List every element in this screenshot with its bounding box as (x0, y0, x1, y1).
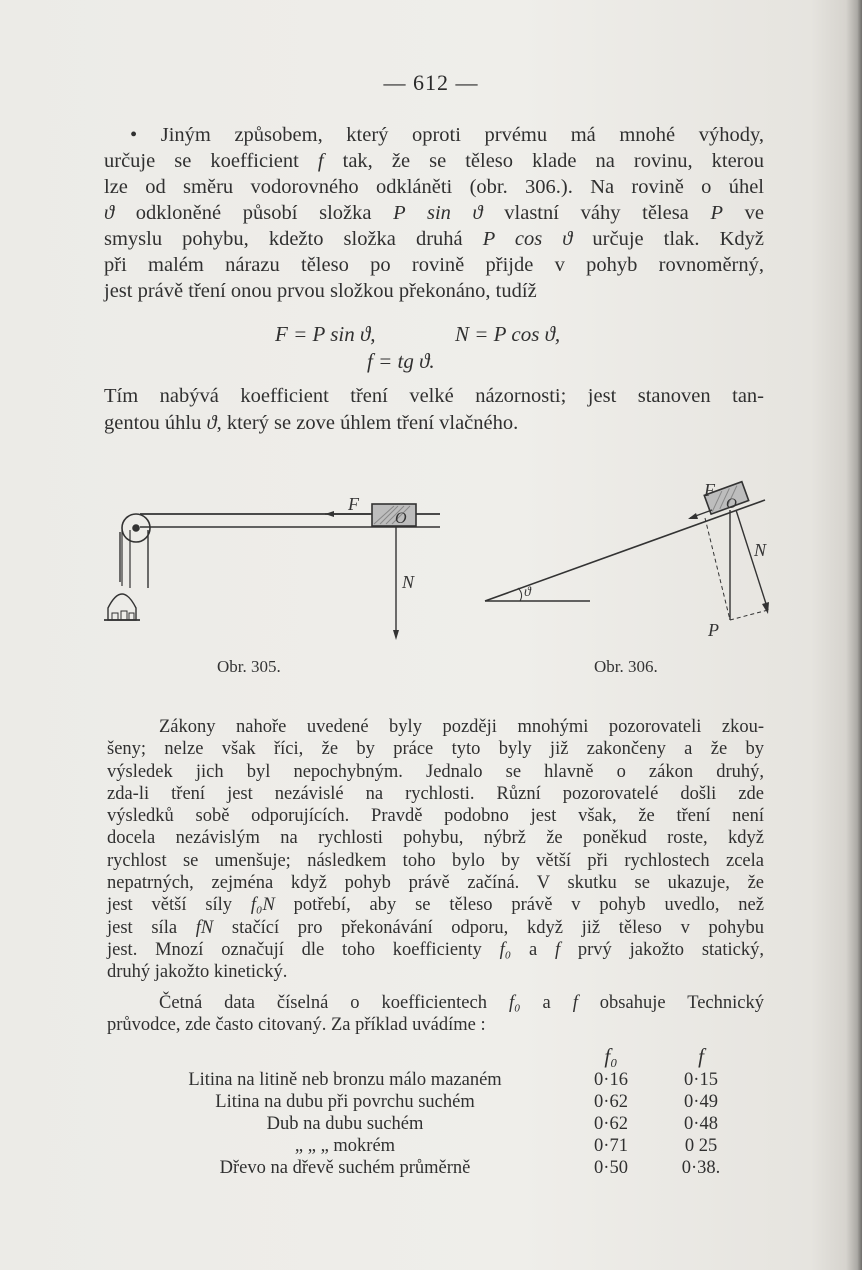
label-O-fig306: O (726, 496, 737, 512)
text-line: zda-li tření jest nezávislé na rychlosti. Různí pozorovatelé došli zde (107, 783, 764, 804)
f0-cell: 0·62 (594, 1114, 628, 1134)
text-line: výsledek jich byl nepochybným. Jednalo se hlavně o zákon druhý, (107, 761, 764, 782)
text-line: Tím nabývá koefficient tření velké názornosti; jest stanoven tan- (104, 385, 764, 407)
f-cell: 0·38. (681, 1158, 721, 1178)
text-line: lze od směru vodorovného odkláněti (obr. 306.). Na rovině o úhel (104, 176, 764, 198)
normal-N-line (736, 510, 768, 610)
caption-fig-306: Obr. 306. (594, 657, 658, 676)
formula-friction-force: F = P sin ϑ, (275, 322, 376, 346)
paragraph-data-source (107, 992, 764, 1037)
text-line: rychlost se umenšuje; následkem toho bylo by větší při rychlostech zcela (107, 850, 764, 871)
force-F-incline-arrowhead (688, 513, 698, 519)
material-cell: Dřevo na dřevě suchém průměrně (219, 1158, 471, 1178)
angle-arc (518, 588, 522, 601)
page-number: — 612 — (383, 70, 479, 95)
weight-2 (121, 611, 127, 620)
text-line: průvodce, zde často citovaný. Za příklad uvádíme : (107, 1015, 486, 1036)
f0-cell: 0·62 (594, 1092, 628, 1112)
weight-1 (112, 613, 118, 620)
text-line: jest síla fN stačící pro překonávání odporu, když již těleso v pohybu (107, 917, 764, 938)
text-line: výsledků sobě odporujících. Pravdě podobno jest však, že tření není (107, 806, 764, 827)
label-N-fig305: N (402, 572, 415, 592)
text-line: druhý jakožto kinetický. (107, 962, 288, 983)
figure-305-horizontal-pulley (104, 504, 440, 640)
f0-cell: 0·16 (594, 1070, 628, 1090)
table-row (140, 1070, 740, 1092)
component-dashed-1 (705, 518, 730, 620)
friction-coefficients-table (140, 1044, 740, 1180)
text-line: docela nezávislým na rychlosti pohybu, nýbrž že poněkud roste, když (107, 828, 764, 849)
f-cell: 0·15 (684, 1070, 718, 1090)
normal-force-arrowhead (393, 630, 399, 640)
text-line: gentou úhlu ϑ, který se zove úhlem tření vlačného. (104, 412, 519, 434)
f0-cell: 0·71 (594, 1136, 628, 1156)
text-line: Zákony nahoře uvedené byly později mnohými pozorovateli zkou- (159, 717, 764, 737)
figures-friction-diagrams (100, 470, 790, 690)
table-row (140, 1092, 740, 1114)
formula-coefficient: f = tg ϑ. (367, 349, 435, 373)
text-line: jest větší síly f₀N potřebí, aby se těleso právě v pohyb uvedlo, než (107, 895, 764, 916)
material-cell: „ „ „ mokrém (294, 1136, 396, 1156)
f0-cell: 0·50 (594, 1158, 628, 1178)
paragraph-intro (104, 122, 764, 304)
label-P-fig306: P (708, 620, 719, 640)
text-line: ϑ odkloněné působí složka P sin ϑ vlastní váhy tělesa P ve (104, 202, 764, 224)
text-line: určuje se koefficient f tak, že se těleso klade na rovinu, kterou (104, 150, 764, 172)
material-cell: Litina na dubu při povrchu suchém (215, 1092, 475, 1112)
paragraph-tangent (104, 383, 764, 437)
label-theta-fig306: ϑ (524, 585, 531, 600)
label-F-fig306: F (704, 480, 715, 500)
pulley-axle (133, 525, 139, 531)
material-cell: Dub na dubu suchém (266, 1114, 424, 1134)
text-line: Četná data číselná o koefficientech f₀ a f obsahuje Technický (159, 993, 764, 1013)
label-N-fig306: N (754, 540, 767, 560)
f-cell: 0·48 (684, 1114, 718, 1134)
label-O-fig305: O (395, 510, 407, 527)
text-line: jest. Mnozí označují dle toho koefficienty f₀ a f prvý jakožto statický, (107, 939, 765, 960)
text-line: při malém nárazu těleso po rovině přijde v pohyb rovnoměrný, (104, 254, 764, 276)
text-line: smyslu pohybu, kdežto složka druhá P cos ϑ určuje tlak. Když (104, 228, 764, 250)
table-row (140, 1136, 740, 1158)
force-F-arrowhead (325, 511, 334, 517)
table-row (140, 1114, 740, 1136)
column-header-f0: f₀ (604, 1044, 618, 1068)
label-F-fig305: F (348, 494, 359, 514)
text-line: nepatrných, zejména když pohyb právě začíná. V skutku se ukazuje, že (107, 873, 764, 894)
text-line: jest právě tření onou prvou složkou překonáno, tudíž (104, 280, 537, 302)
f-cell: 0 25 (684, 1136, 718, 1156)
f-cell: 0·49 (684, 1092, 718, 1112)
page-edge-shadow (846, 0, 862, 1270)
column-header-f: f (698, 1044, 704, 1068)
table-header-row (140, 1044, 740, 1070)
text-line: • Jiným způsobem, který oproti prvému má mnohé výhody, (130, 124, 764, 146)
caption-fig-305: Obr. 305. (217, 657, 281, 676)
normal-N-arrowhead (762, 602, 769, 614)
paragraph-laws (107, 716, 764, 984)
material-cell: Litina na litině neb bronzu málo mazaném (188, 1070, 502, 1090)
weight-3 (129, 613, 134, 620)
table-row (140, 1158, 740, 1180)
formula-normal-force: N = P cos ϑ, (455, 322, 561, 346)
text-line: šeny; nelze však říci, že by práce tyto byly již zakončeny a že by (107, 739, 764, 760)
component-dashed-2 (730, 610, 768, 620)
